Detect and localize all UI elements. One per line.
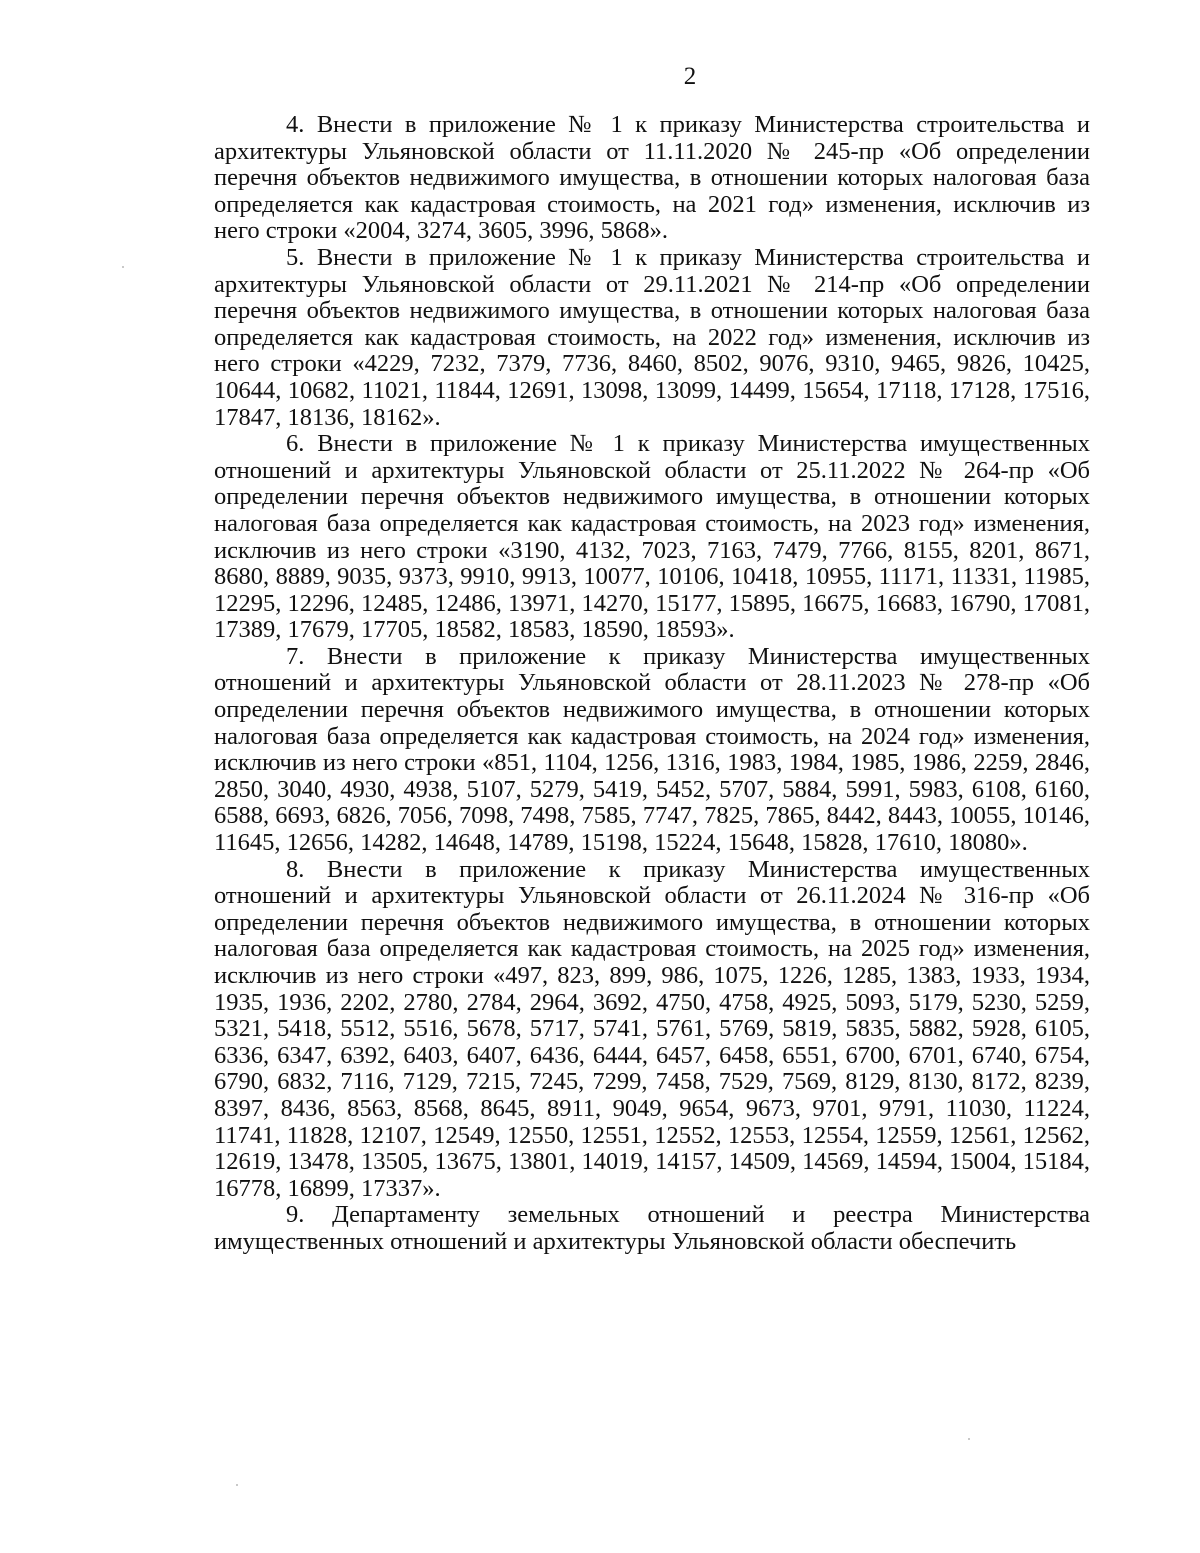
paragraph-4: 4. Внести в приложение № 1 к приказу Министерства строительства и архитектуры Ульяновской области от 11.11.2020 № 245-пр «Об определении перечня объектов недвижимого имущества, в отношении которых налоговая база определяется как кадастровая стоимость, на 2021 год» изменения, исключив из него строки «2004, 3274, 3605, 3996, 5868». — [214, 111, 1090, 245]
scan-speck — [236, 1484, 238, 1486]
document-body — [214, 112, 1090, 1256]
paragraph-5: 5. Внести в приложение № 1 к приказу Министерства строительства и архитектуры Ульяновской области от 29.11.2021 № 214-пр «Об определении перечня объектов недвижимого имущества, в отношении которых налоговая база определяется как кадастровая стоимость, на 2022 год» изменения, исключив из него строки «4229, 7232, 7379, 7736, 8460, 8502, 9076, 9310, 9465, 9826, 10425, 10644, 10682, 11021, 11844, 12691, 13098, 13099, 14499, 15654, 17118, 17128, 17516, 17847, 18136, 18162». — [214, 243, 1090, 431]
paragraph-7: 7. Внести в приложение к приказу Министерства имущественных отношений и архитектуры Ульяновской области от 28.11.2023 № 278-пр «Об определении перечня объектов недвижимого имущества, в отношении которых налоговая база определяется как кадастровая стоимость, на 2024 год» изменения, исключив из него строки «851, 1104, 1256, 1316, 1983, 1984, 1985, 1986, 2259, 2846, 2850, 3040, 4930, 4938, 5107, 5279, 5419, 5452, 5707, 5884, 5991, 5983, 6108, 6160, 6588, 6693, 6826, 7056, 7098, 7498, 7585, 7747, 7825, 7865, 8442, 8443, 10055, 10146, 11645, 12656, 14282, 14648, 14789, 15198, 15224, 15648, 15828, 17610, 18080». — [214, 642, 1090, 857]
scan-speck — [968, 1438, 970, 1440]
scan-speck — [122, 266, 124, 268]
paragraph-6: 6. Внести в приложение № 1 к приказу Министерства имущественных отношений и архитектуры Ульяновской области от 25.11.2022 № 264-пр «Об определении перечня объектов недвижимого имущества, в отношении которых налоговая база определяется как кадастровая стоимость, на 2023 год» изменения, исключив из него строки «3190, 4132, 7023, 7163, 7479, 7766, 8155, 8201, 8671, 8680, 8889, 9035, 9373, 9910, 9913, 10077, 10106, 10418, 10955, 11171, 11331, 11985, 12295, 12296, 12485, 12486, 13971, 14270, 15177, 15895, 16675, 16683, 16790, 17081, 17389, 17679, 17705, 18582, 18583, 18590, 18593». — [214, 430, 1090, 644]
paragraph-9: 9. Департаменту земельных отношений и реестра Министерства имущественных отношений и архитектуры Ульяновской области обеспечить — [214, 1201, 1090, 1255]
paragraph-8: 8. Внести в приложение к приказу Министерства имущественных отношений и архитектуры Ульяновской области от 26.11.2024 № 316-пр «Об определении перечня объектов недвижимого имущества, в отношении которых налоговая база определяется как кадастровая стоимость, на 2025 год» изменения, исключив из него строки «497, 823, 899, 986, 1075, 1226, 1285, 1383, 1933, 1934, 1935, 1936, 2202, 2780, 2784, 2964, 3692, 4750, 4758, 4925, 5093, 5179, 5230, 5259, 5321, 5418, 5512, 5516, 5678, 5717, 5741, 5761, 5769, 5819, 5835, 5882, 5928, 6105, 6336, 6347, 6392, 6403, 6407, 6436, 6444, 6457, 6458, 6551, 6700, 6701, 6740, 6754, 6790, 6832, 7116, 7129, 7215, 7245, 7299, 7458, 7529, 7569, 8129, 8130, 8172, 8239, 8397, 8436, 8563, 8568, 8645, 8911, 9049, 9654, 9673, 9701, 9791, 11030, 11224, 11741, 11828, 12107, 12549, 12550, 12551, 12552, 12553, 12554, 12559, 12561, 12562, 12619, 13478, 13505, 13675, 13801, 14019, 14157, 14509, 14569, 14594, 15004, 15184, 16778, 16899, 17337». — [214, 855, 1090, 1202]
page-number: 2 — [683, 63, 697, 90]
